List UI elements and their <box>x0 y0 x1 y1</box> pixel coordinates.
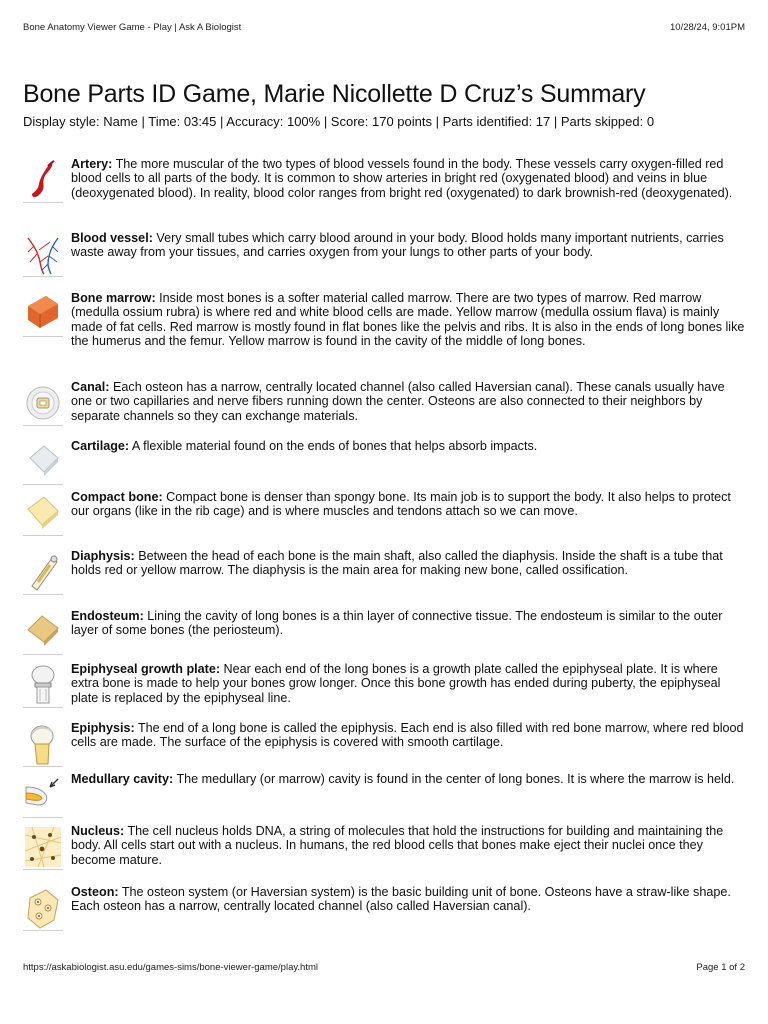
entry-description: The osteon system (or Haversian system) is the basic building unit of bone. Osteons have a straw-like shape. Each osteon has a narrow, centrally located channel (also called Haversian canal). <box>71 885 731 914</box>
growth-plate-icon <box>23 662 63 708</box>
print-footer-page-number: Page 1 of 2 <box>696 962 745 973</box>
medullary-cavity-icon <box>23 772 63 818</box>
bone-marrow-icon <box>23 291 63 337</box>
diaphysis-icon <box>23 549 63 595</box>
entry-term: Blood vessel: <box>71 231 153 245</box>
epiphysis-icon <box>23 721 63 767</box>
entry-term: Epiphyseal growth plate: <box>71 662 221 676</box>
print-header <box>23 22 745 33</box>
print-footer <box>23 962 745 973</box>
entry-description: The end of a long bone is called the epiphysis. Each end is also filled with red bone marrow, where red blood cells are made. The surface of the epiphysis is covered with smooth cartilage. <box>71 721 744 750</box>
entry-bone-marrow <box>23 291 748 380</box>
entry-text <box>71 885 748 914</box>
entry-term: Diaphysis: <box>71 549 135 563</box>
canal-icon <box>23 380 63 426</box>
entry-description: The more muscular of the two types of blood vessels found in the body. These vessels carry oxygen-filled red blood cells to all parts of the body. It is common to show arteries in bright red (oxygenated blood) and veins in blue (deoxygenated blood). In reality, blood color ranges from bright red (oxygenated) to dark brownish-red (deoxygenated). <box>71 157 733 200</box>
entry-description: Between the head of each bone is the main shaft, also called the diaphysis. Inside the shaft is a tube that holds red or yellow marrow. The diaphysis is the main area for making new bone, called ossification. <box>71 549 723 578</box>
entry-text <box>71 490 748 519</box>
entry-term: Artery: <box>71 157 113 171</box>
entry-medullary-cavity <box>23 772 748 824</box>
entry-nucleus <box>23 824 748 885</box>
entry-endosteum <box>23 609 748 662</box>
entry-description: Lining the cavity of long bones is a thin layer of connective tissue. The endosteum is similar to the outer layer of some bones (the periosteum). <box>71 609 723 638</box>
entry-description: The cell nucleus holds DNA, a string of molecules that hold the instructions for building and maintaining the body. All cells start out with a nucleus. In humans, the red blood cells that bones make eject their nuclei once they become mature. <box>71 824 724 867</box>
nucleus-icon <box>23 824 63 870</box>
entry-text <box>71 772 748 786</box>
entry-compact-bone <box>23 490 748 549</box>
blood-vessel-icon <box>23 231 63 277</box>
print-header-title: Bone Anatomy Viewer Game - Play | Ask A Biologist <box>23 22 242 33</box>
entry-description: Each osteon has a narrow, centrally located channel (also called Haversian canal). These canals usually have one or two capillaries and nerve fibers running down the center. Osteons are also connected to their neighbors by separate channels so they can exchange materials. <box>71 380 725 423</box>
entry-term: Bone marrow: <box>71 291 156 305</box>
entry-epiphyseal-growth-plate <box>23 662 748 721</box>
entry-cartilage <box>23 439 748 490</box>
entry-text <box>71 721 748 750</box>
endosteum-icon <box>23 609 63 655</box>
entry-term: Canal: <box>71 380 110 394</box>
entry-text <box>71 662 748 705</box>
artery-icon <box>23 157 63 203</box>
entry-term: Epiphysis: <box>71 721 135 735</box>
entry-canal <box>23 380 748 439</box>
entries-list <box>23 157 748 937</box>
entry-blood-vessel <box>23 231 748 291</box>
entry-text <box>71 291 748 349</box>
entry-description: The medullary (or marrow) cavity is found in the center of long bones. It is where the marrow is held. <box>176 772 735 786</box>
entry-diaphysis <box>23 549 748 609</box>
entry-term: Nucleus: <box>71 824 125 838</box>
entry-description: Very small tubes which carry blood around in your body. Blood holds many important nutrients, carries waste away from your tissues, and carries oxygen from your lungs to other parts of your body. <box>71 231 724 260</box>
entry-artery <box>23 157 748 231</box>
entry-text <box>71 157 748 200</box>
entry-term: Osteon: <box>71 885 119 899</box>
entry-term: Endosteum: <box>71 609 144 623</box>
cartilage-icon <box>23 439 63 485</box>
osteon-icon <box>23 885 63 931</box>
entry-text <box>71 609 748 638</box>
entry-epiphysis <box>23 721 748 772</box>
entry-term: Compact bone: <box>71 490 163 504</box>
entry-term: Cartilage: <box>71 439 130 453</box>
compact-bone-icon <box>23 490 63 536</box>
entry-text <box>71 231 748 260</box>
entry-description: Compact bone is denser than spongy bone. Its main job is to support the body. It also helps to protect our organs (like in the rib cage) and is where muscles and tendons attach so we can move. <box>71 490 731 519</box>
page-title: Bone Parts ID Game, Marie Nicollette D Cruz’s Summary <box>23 80 646 108</box>
entry-text <box>71 549 748 578</box>
entry-description: A flexible material found on the ends of bones that helps absorb impacts. <box>131 439 538 453</box>
entry-osteon <box>23 885 748 937</box>
entry-text <box>71 824 748 867</box>
entry-text <box>71 439 748 453</box>
entry-text <box>71 380 748 423</box>
summary-line: Display style: Name | Time: 03:45 | Accuracy: 100% | Score: 170 points | Parts identified: 17 | Parts skipped: 0 <box>23 114 655 129</box>
entry-description: Inside most bones is a softer material called marrow. There are two types of marrow. Red marrow (medulla ossium rubra) is where red and white blood cells are made. Yellow marrow (medulla ossium flava) is mainly made of fat cells. Red marrow is mostly found in flat bones like the pelvis and ribs. It is also in the ends of long bones like the humerus and the femur. Yellow marrow is found in the cavity of the middle of long bones. <box>71 291 745 349</box>
entry-term: Medullary cavity: <box>71 772 174 786</box>
print-header-datetime: 10/28/24, 9:01PM <box>670 22 745 33</box>
print-footer-url: https://askabiologist.asu.edu/games-sims/bone-viewer-game/play.html <box>23 962 318 973</box>
entry-description: Near each end of the long bones is a growth plate called the epiphyseal plate. It is where extra bone is made to help your bones grow longer. Once this bone growth has ended during puberty, the epiphyseal plate is replaced by the epiphyseal line. <box>71 662 721 705</box>
